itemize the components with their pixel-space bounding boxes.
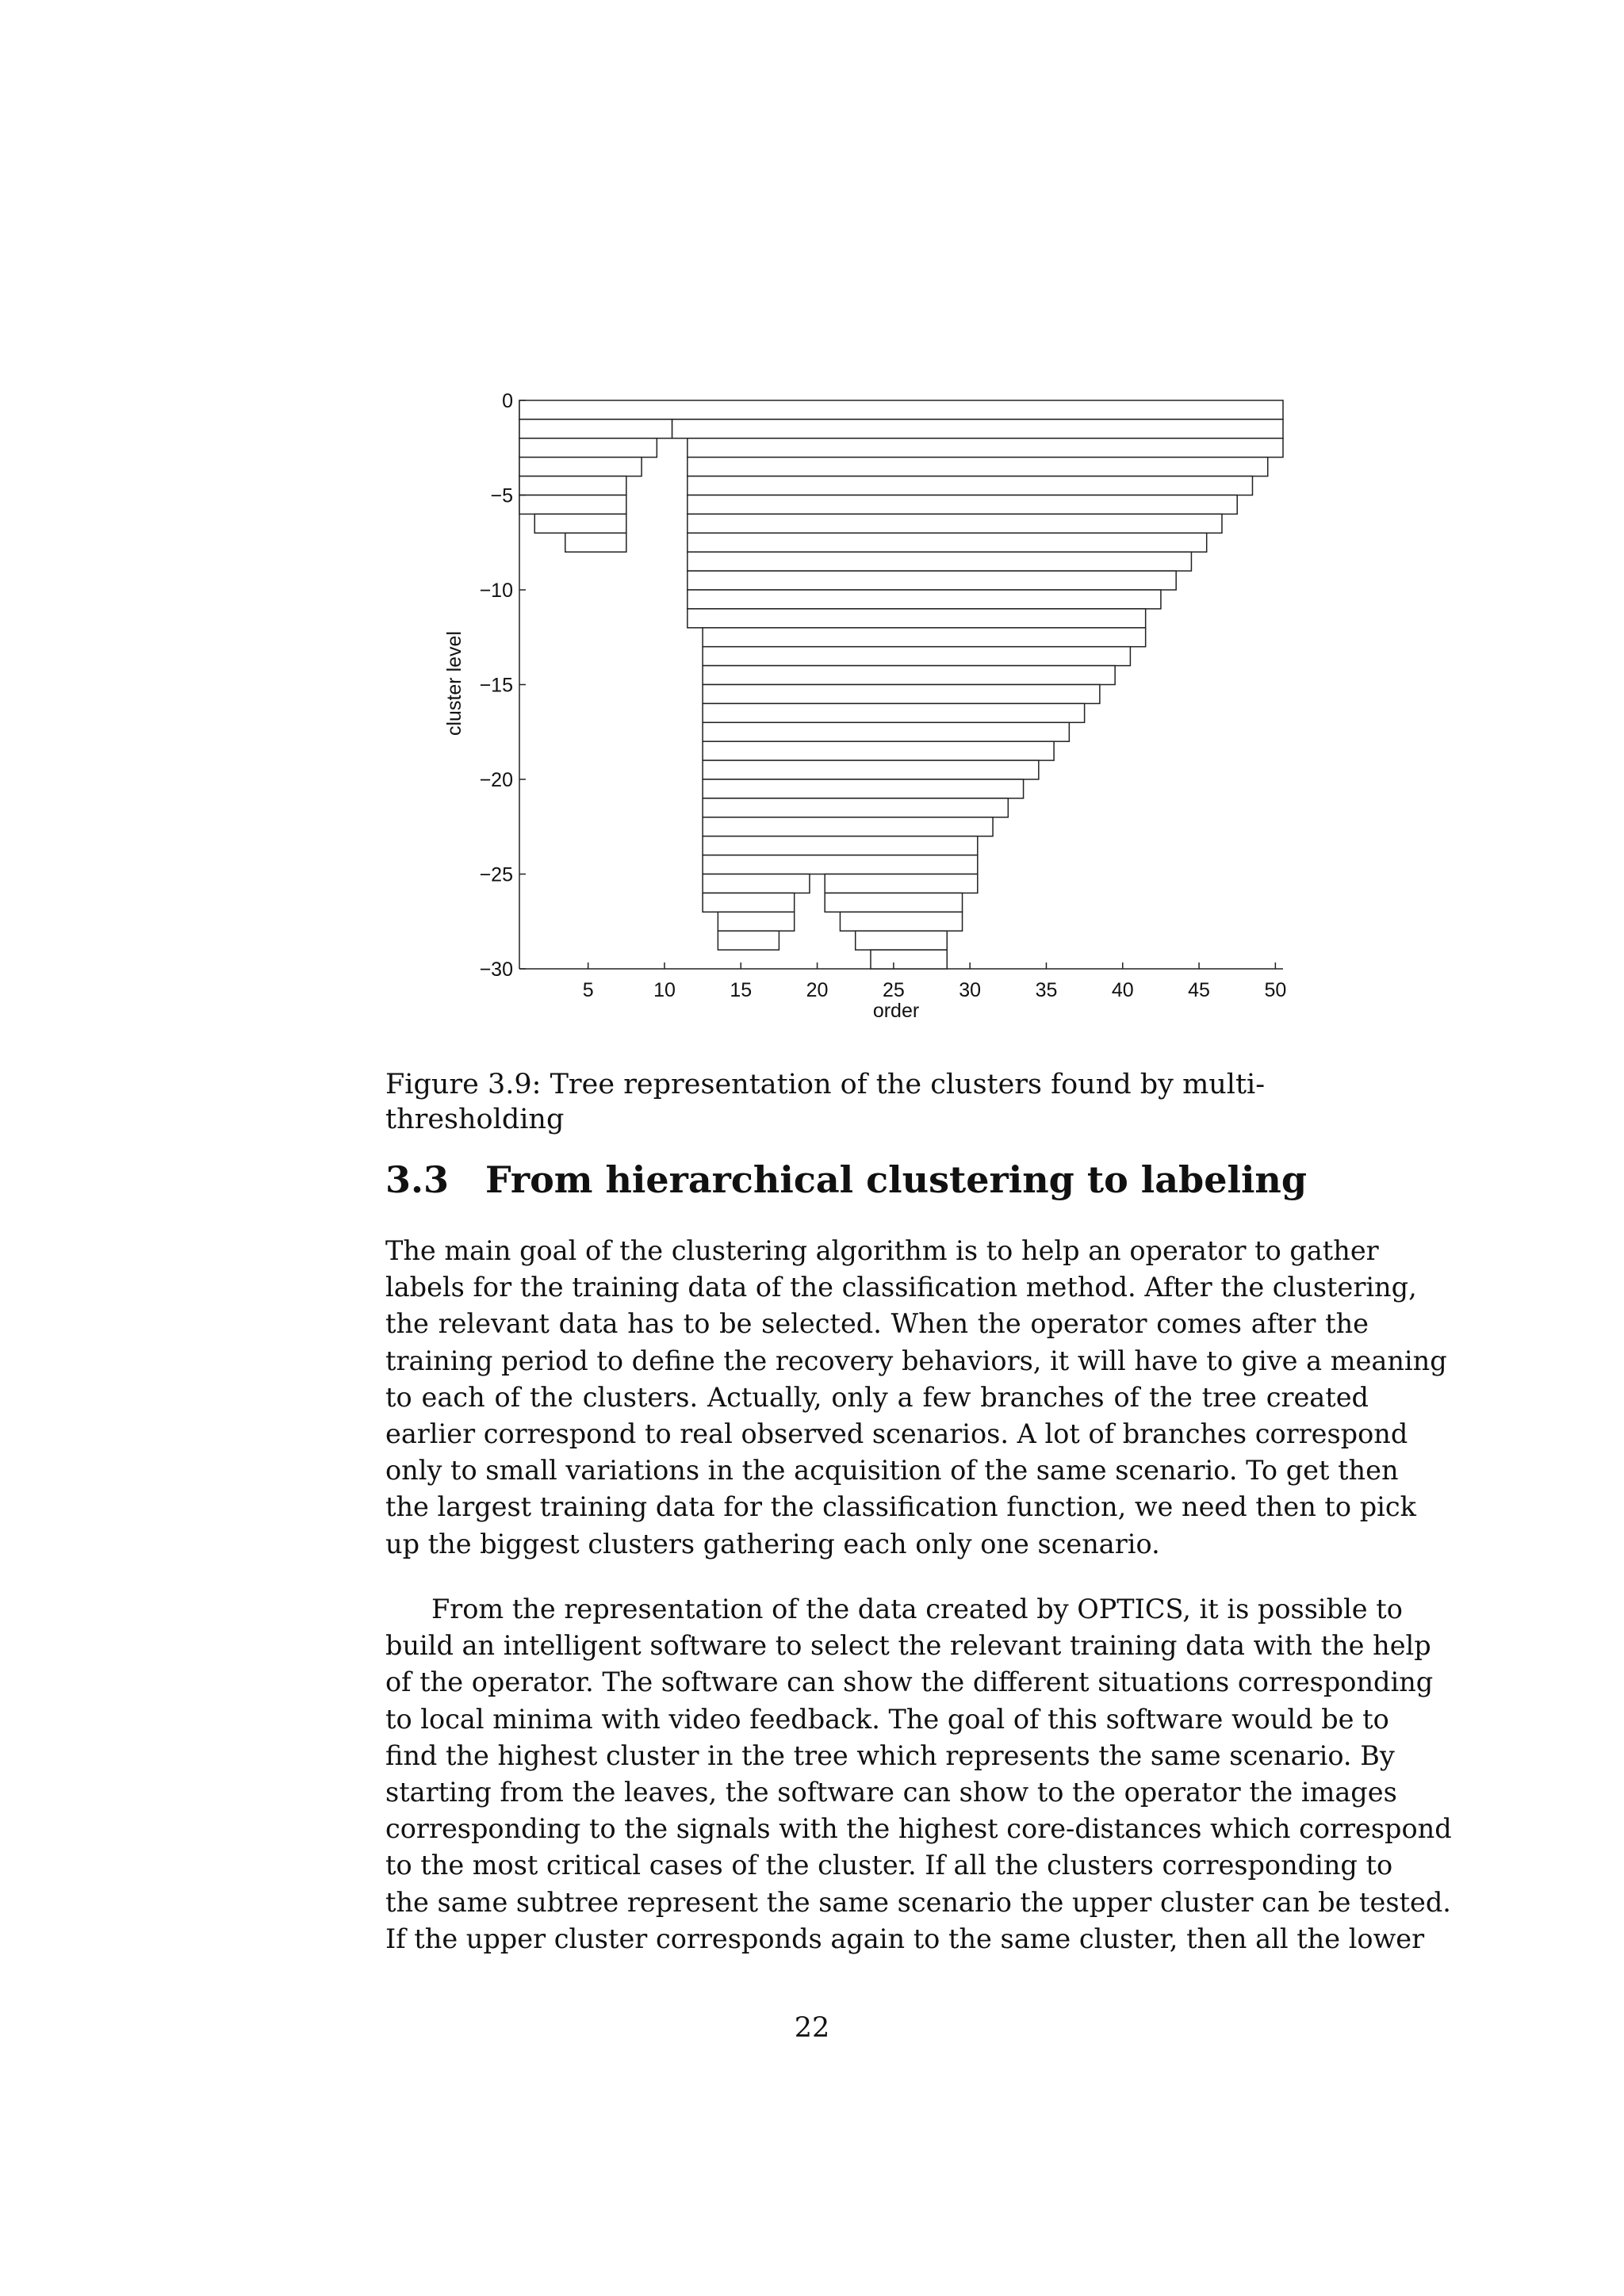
cluster-bar [703,741,1054,760]
figure-caption: Figure 3.9: Tree representation of the clusters found by multi-thresholding [385,1069,1266,1135]
paragraph-line: build an intelligent software to select the relevant training data with the help [385,1630,1431,1662]
cluster-bar [840,912,962,931]
x-tick-label: 30 [959,979,982,1001]
cluster-bar [688,609,1146,628]
cluster-bar [703,798,1008,817]
paragraph-line: The main goal of the clustering algorithm is to help an operator to gather [385,1235,1379,1266]
y-tick-label: −30 [479,959,513,981]
x-tick-label: 45 [1188,979,1210,1001]
x-tick-label: 15 [730,979,753,1001]
cluster-bar [703,666,1115,685]
cluster-bar [703,722,1069,741]
y-tick-label: −20 [479,769,513,791]
cluster-bar [688,552,1192,571]
x-tick-label: 50 [1264,979,1287,1001]
cluster-bar [825,874,978,894]
cluster-bar [519,496,626,515]
cluster-bar [703,760,1039,779]
cluster-bar [688,476,1253,496]
section-number: 3.3 [385,1158,450,1201]
y-tick-label: 0 [502,390,513,412]
paragraph-line: find the highest cluster in the tree which represents the same scenario. By [385,1739,1395,1771]
cluster-bar [519,400,1283,419]
cluster-bar [703,836,978,855]
paragraph-line: If the upper cluster corresponds again to the same cluster, then all the lower [385,1923,1425,1954]
cluster-bar [703,874,810,894]
cluster-bar [703,685,1100,704]
cluster-bar [688,496,1237,515]
paragraph-line: the same subtree represent the same scenario the upper cluster can be tested. [385,1886,1451,1918]
paragraph-line: starting from the leaves, the software can show to the operator the images [385,1777,1397,1808]
paragraph-line: earlier correspond to real observed scenarios. A lot of branches correspond [385,1418,1408,1450]
x-tick-label: 25 [882,979,905,1001]
cluster-bar [519,476,626,496]
cluster-bar [565,533,626,552]
paragraph-1 [385,1233,1447,1563]
y-tick-label: −15 [479,674,513,697]
y-tick-label: −25 [479,863,513,886]
cluster-bar [688,571,1176,590]
cluster-bar [703,855,978,874]
paragraph-line: up the biggest clusters gathering each only one scenario. [385,1528,1160,1559]
cluster-bar [856,931,948,950]
paragraph-line: to the most critical cases of the cluster. If all the clusters corresponding to [385,1850,1393,1881]
paragraph-line: From the representation of the data created by OPTICS, it is possible to [431,1594,1403,1624]
paragraph-line: of the operator. The software can show the different situations corresponding [385,1667,1434,1698]
cluster-bar [703,779,1023,798]
cluster-bar [534,514,626,533]
paragraph-line: labels for the training data of the classification method. After the clustering, [385,1272,1417,1303]
cluster-bar [688,457,1268,476]
paragraph-2 [385,1591,1452,1957]
paragraph-line: to local minima with video feedback. The goal of this software would be to [385,1703,1389,1735]
page-number: 22 [794,2012,830,2044]
cluster-bar [519,438,657,457]
cluster-bar [703,647,1130,666]
cluster-bar [519,457,642,476]
paragraph-line: only to small variations in the acquisition of the same scenario. To get then [385,1455,1399,1487]
y-tick-label: −5 [490,484,513,507]
cluster-bar [688,590,1161,609]
paragraph-line: the largest training data for the classification function, we need then to pick [385,1491,1416,1523]
chart-bars [519,400,1283,969]
cluster-bar [703,893,795,912]
cluster-bar [703,703,1085,722]
cluster-bar [672,419,1283,438]
x-tick-label: 35 [1035,979,1058,1001]
x-tick-label: 20 [806,979,829,1001]
paragraph-line: to each of the clusters. Actually, only a few branches of the tree created [385,1381,1369,1413]
chart-y-axis-label: cluster level [443,631,465,736]
y-tick-label: −10 [479,580,513,602]
cluster-bar [688,514,1222,533]
x-tick-label: 40 [1111,979,1134,1001]
cluster-bar [688,533,1207,552]
paragraph-line: training period to define the recovery behaviors, it will have to give a meaning [385,1345,1447,1376]
chart-x-axis-label: order [872,1000,920,1022]
cluster-bar [519,419,672,438]
cluster-bar [718,931,779,950]
cluster-bar [718,912,794,931]
cluster-bar [871,950,947,969]
section-title: From hierarchical clustering to labeling [485,1158,1308,1201]
cluster-bar [688,438,1283,457]
paragraph-line: the relevant data has to be selected. When the operator comes after the [385,1308,1369,1340]
cluster-bar [703,628,1146,647]
x-tick-label: 10 [653,979,676,1001]
cluster-bar [703,817,993,836]
cluster-bar [825,893,962,912]
x-tick-label: 5 [582,979,594,1001]
section-heading [385,1156,1369,1203]
cluster-tree-chart [0,0,1624,1062]
paragraph-line: corresponding to the signals with the highest core-distances which correspond [385,1813,1452,1845]
